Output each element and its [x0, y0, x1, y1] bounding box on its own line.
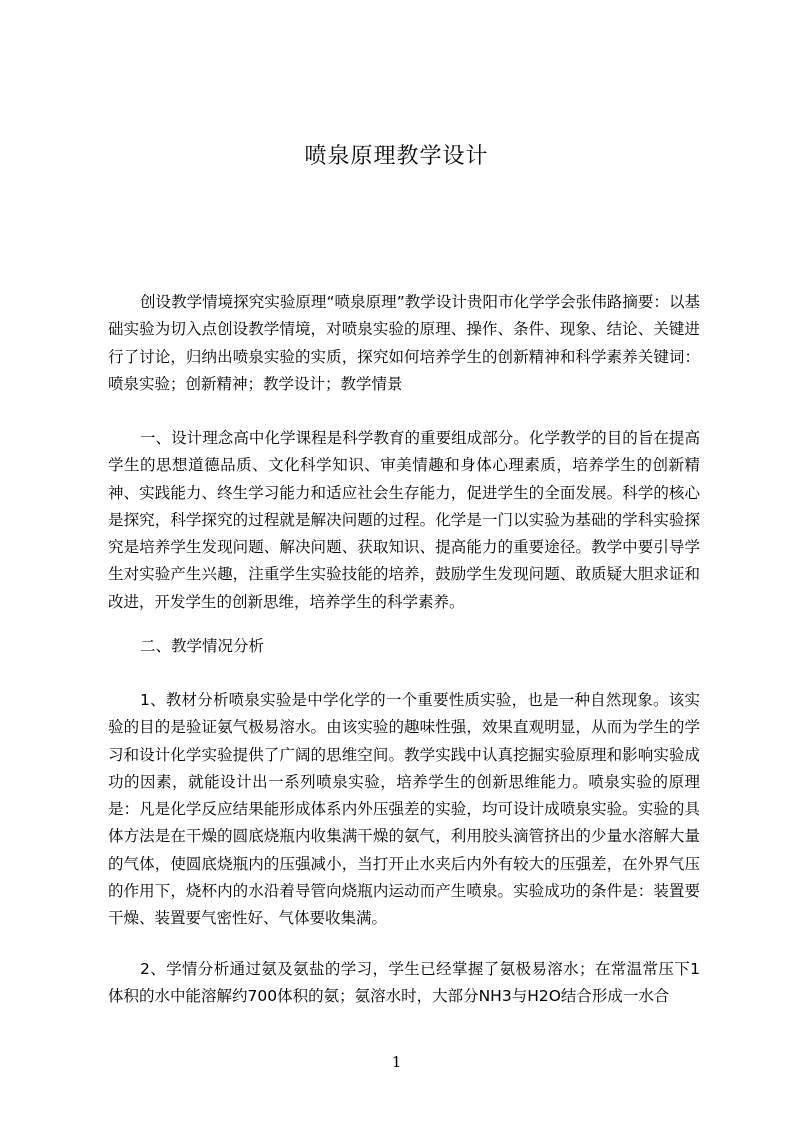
textbook-analysis-paragraph: 1、教材分析喷泉实验是中学化学的一个重要性质实验，也是一种自然现象。该实验的目的是验证氨气极易溶水。由该实验的趣味性强，效果直观明显，从而为学生的学习和设计化学实验提供了广阔的思维空间。教学实践中认真挖掘实验原理和影响实验成功的因素，就能设计出一系列喷泉实验，培养学生的创新思维能力。喷泉实验的原理是：凡是化学反应结果能形成体系内外压强差的实验，均可设计成喷泉实验。实验的具体方法是在干燥的圆底烧瓶内收集满干燥的氨气，利用胶头滴管挤出的少量水溶解大量的气体，使圆底烧瓶内的压强减小，当打开止水夹后内外有较大的压强差，在外界气压的作用下，烧杯内的水沿着导管向烧瓶内运动而产生喷泉。实验成功的条件是：装置要干燥、装置要气密性好、气体要收集满。	[108, 691, 700, 928]
document-title: 喷泉原理教学设计	[304, 144, 489, 169]
page-number: 1	[391, 1053, 402, 1071]
student-analysis-paragraph: 2、学情分析通过氨及氨盐的学习，学生已经掌握了氨极易溶水；在常温常压下1体积的水中能溶解约700体积的氨；氨溶水时，大部分NH3与H2O结合形成一水合	[108, 960, 700, 1006]
design-concept-paragraph: 一、设计理念高中化学课程是科学教育的重要组成部分。化学教学的目的旨在提高学生的思想道德品质、文化科学知识、审美情趣和身体心理素质，培养学生的创新精神、实践能力、终生学习能力和适应社会生存能力，促进学生的全面发展。科学的核心是探究，科学探究的过程就是解决问题的过程。化学是一门以实验为基础的学科实验探究是培养学生发现问题、解决问题、获取知识、提高能力的重要途径。教学中要引导学生对实验产生兴趣，注重学生实验技能的培养，鼓励学生发现问题、敢质疑大胆求证和改进，开发学生的创新思维，培养学生的科学素养。	[108, 429, 700, 611]
section-heading-teaching-analysis: 二、教学情况分析	[140, 637, 265, 655]
abstract-paragraph: 创设教学情境探究实验原理“喷泉原理”教学设计贵阳市化学学会张伟路摘要：以基础实验为切入点创设教学情境，对喷泉实验的原理、操作、条件、现象、结论、关键进行了讨论，归纳出喷泉实验的实质，探究如何培养学生的创新精神和科学素养关键词：喷泉实验；创新精神；教学设计；教学情景	[108, 293, 700, 393]
